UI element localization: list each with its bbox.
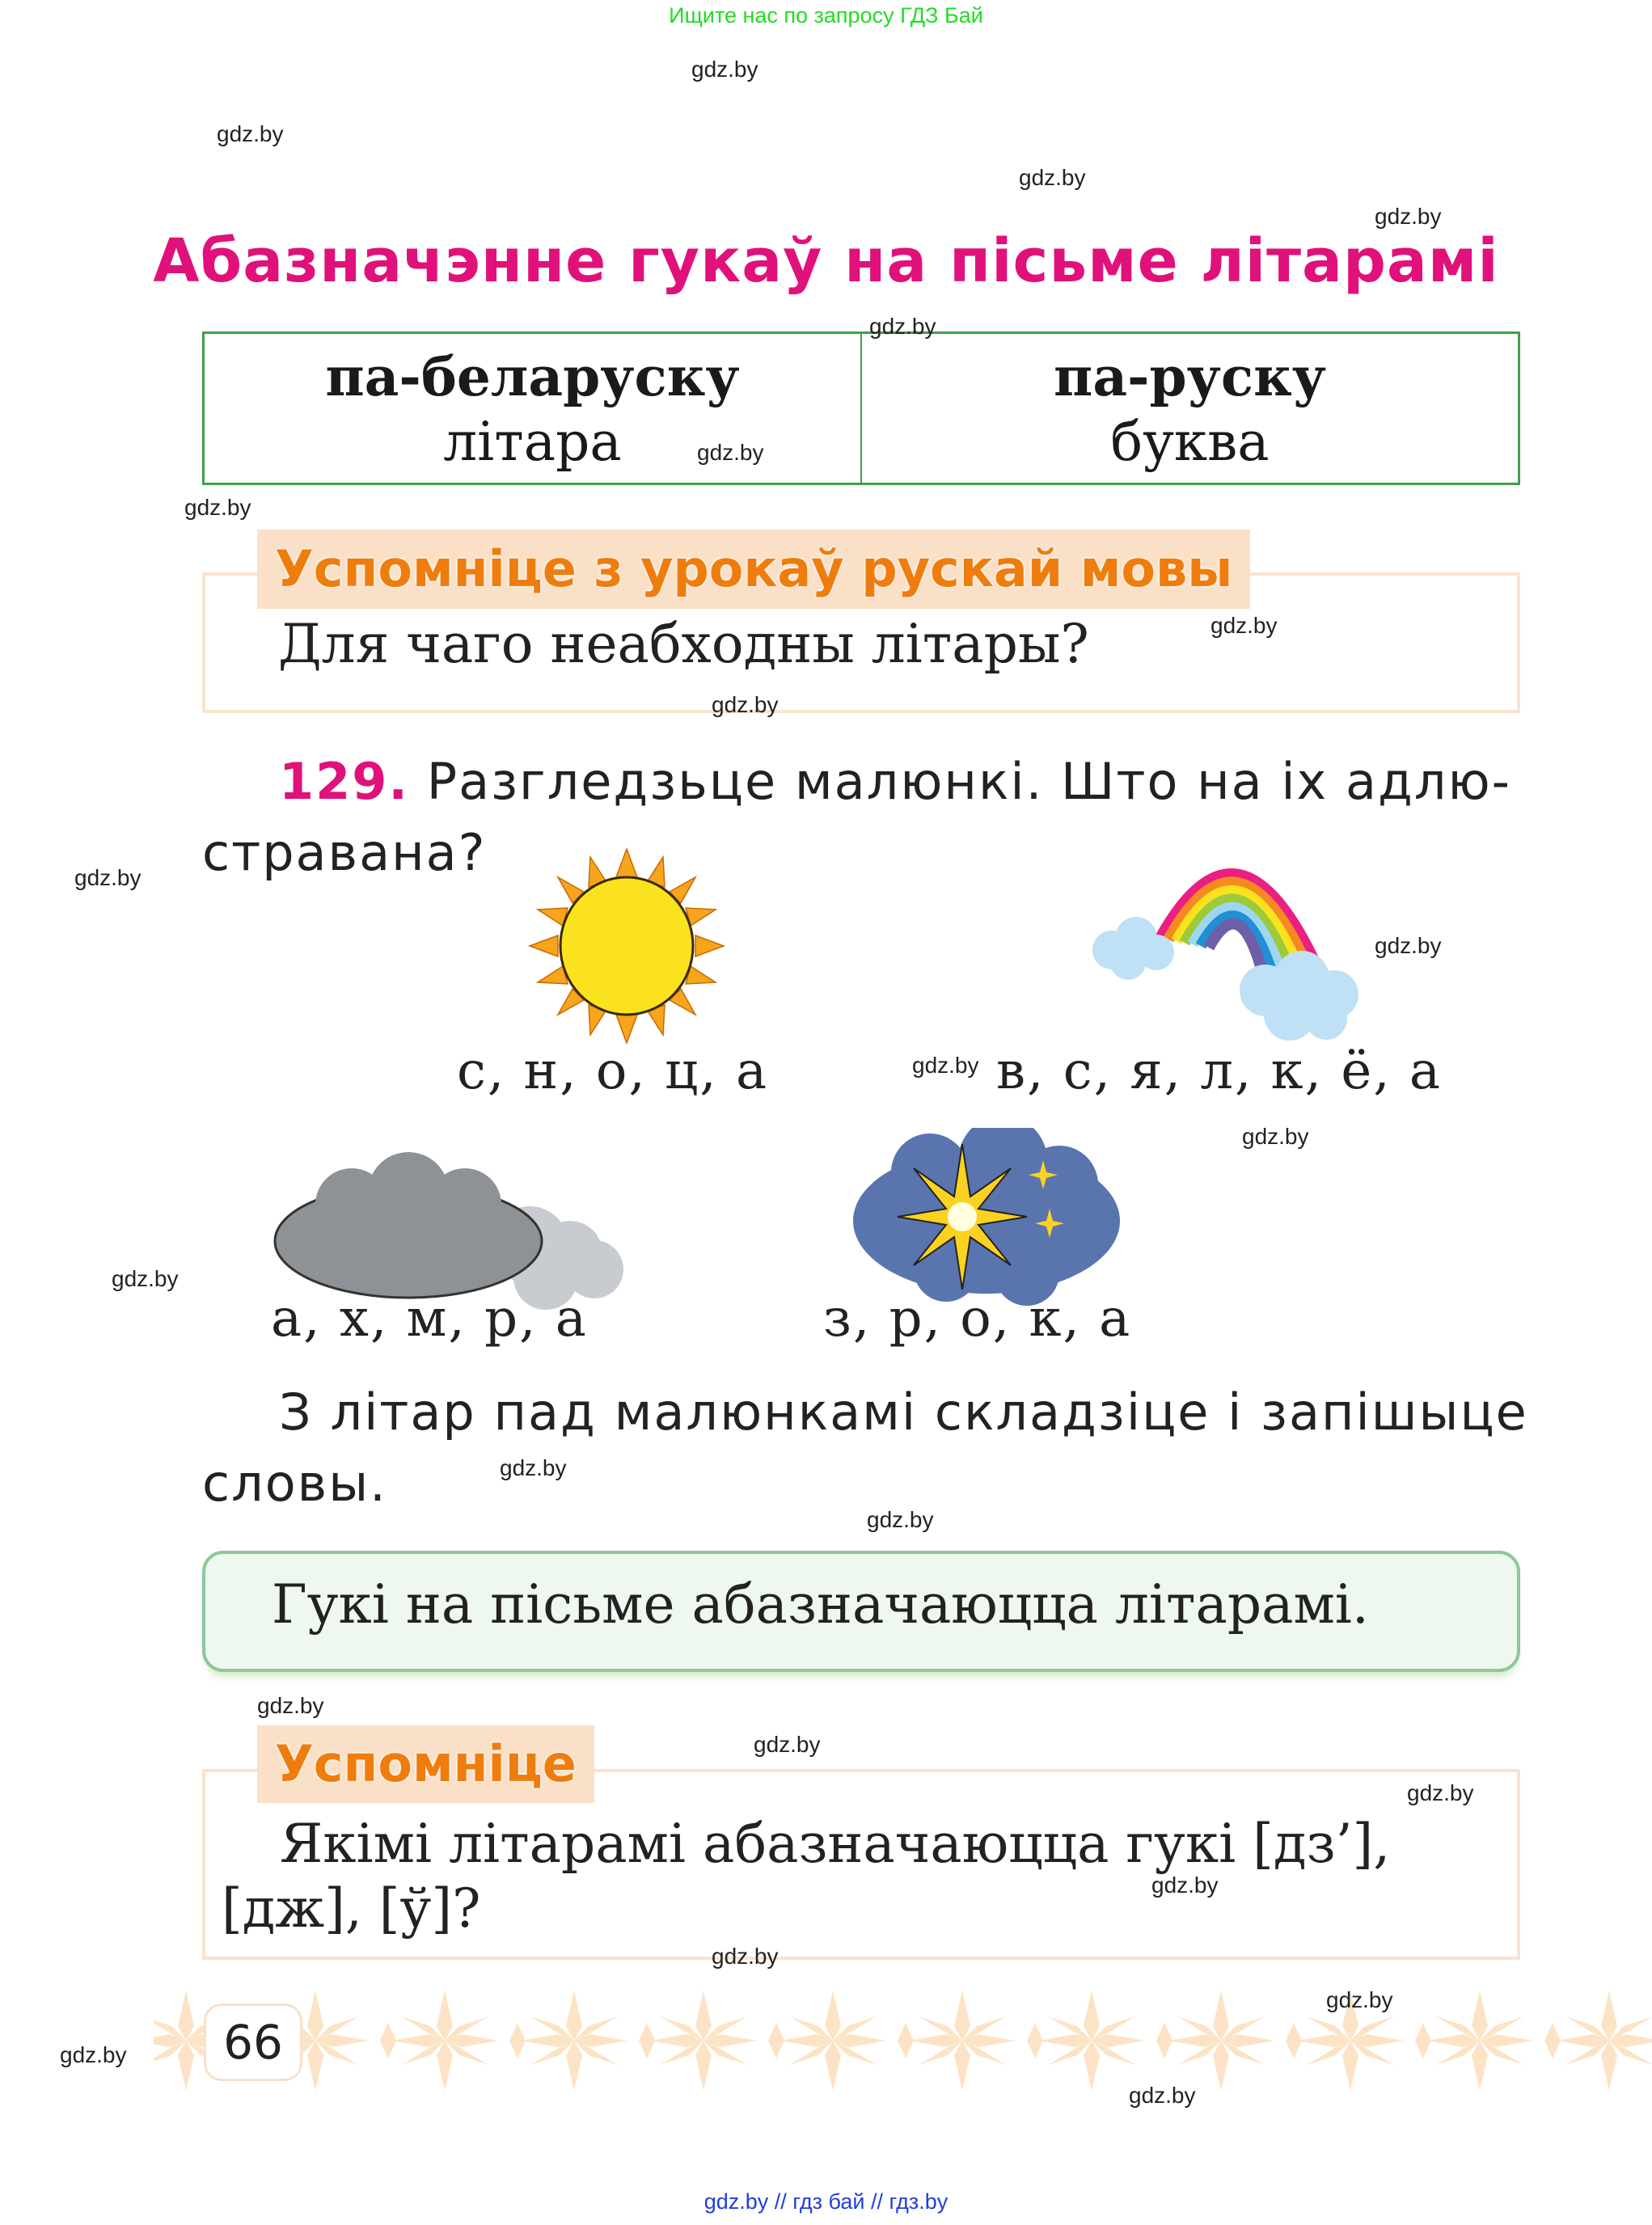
cloud-icon <box>271 1148 635 1310</box>
watermark: gdz.by <box>1151 1872 1219 1898</box>
russian-word: буква <box>1110 411 1270 473</box>
watermark: gdz.by <box>500 1455 567 1480</box>
watermark: gdz.by <box>217 121 284 146</box>
watermark: gdz.by <box>1129 2083 1196 2108</box>
watermark: gdz.by <box>184 495 251 520</box>
sun-icon <box>526 845 728 1047</box>
rule-text: Гукі на пісьме абазначаюцца літарамі. <box>272 1573 1369 1636</box>
cloud-letters: а, х, м, р, а <box>271 1289 588 1349</box>
page-title: Абазначэнне гукаў на пісьме літарамі <box>153 226 1499 296</box>
belarusian-word: літара <box>443 411 622 473</box>
watermark: gdz.by <box>697 440 764 465</box>
belarusian-header: па-беларуску <box>325 345 740 408</box>
exercise-prompt-line2: стравана? <box>202 823 487 882</box>
watermark: gdz.by <box>60 2042 127 2067</box>
exercise-number: 129. <box>279 752 409 811</box>
recall-question-line2: [дж], [ў]? <box>222 1877 481 1940</box>
watermark: gdz.by <box>869 314 936 339</box>
exercise-prompt-line1: Разгледзьце малюнкі. Што на іх адлю- <box>426 752 1512 811</box>
recall-tag-russian: Успомніце з урокаў рускай мовы <box>257 530 1250 609</box>
recall-question: Для чаго неабходны літары? <box>278 613 1089 675</box>
bottom-banner[interactable]: gdz.by // гдз бай // гдз.by <box>703 2189 949 2214</box>
watermark: gdz.by <box>74 865 142 890</box>
watermark: gdz.by <box>1242 1124 1309 1149</box>
rule-box <box>202 1551 1520 1672</box>
star-letters: з, р, о, к, а <box>823 1289 1132 1349</box>
recall-tag: Успомніце <box>257 1725 594 1803</box>
task-line1: З літар пад малюнкамі складзіце і запішыце <box>279 1383 1528 1442</box>
watermark: gdz.by <box>1210 613 1278 638</box>
watermark: gdz.by <box>912 1053 979 1078</box>
watermark: gdz.by <box>112 1266 179 1291</box>
watermark: gdz.by <box>754 1732 821 1757</box>
rainbow-icon <box>1080 841 1419 1043</box>
language-table <box>202 331 1520 485</box>
sun-letters: с, н, о, ц, а <box>457 1041 769 1101</box>
ornament-border <box>154 1991 1652 2091</box>
rainbow-letters: в, с, я, л, к, ё, а <box>996 1041 1443 1101</box>
recall-question-line1: Якімі літарамі абазначаюцца гукі [дз’], <box>280 1813 1391 1875</box>
exercise-prompt <box>279 752 1511 811</box>
night-star-icon <box>849 1128 1132 1306</box>
top-banner[interactable]: Ищите нас по запросу ГДЗ Бай <box>669 3 983 27</box>
page-number: 66 <box>204 2003 302 2081</box>
watermark: gdz.by <box>1326 1987 1393 2012</box>
watermark: gdz.by <box>257 1693 324 1718</box>
watermark: gdz.by <box>1019 165 1086 190</box>
watermark: gdz.by <box>867 1507 934 1532</box>
watermark: gdz.by <box>1375 204 1442 229</box>
russian-header: па-руску <box>1054 345 1326 408</box>
russian-cell <box>860 334 1518 483</box>
watermark: gdz.by <box>1375 933 1442 958</box>
task-line2: словы. <box>202 1454 387 1513</box>
watermark: gdz.by <box>1407 1780 1474 1805</box>
watermark: gdz.by <box>691 57 758 82</box>
watermark: gdz.by <box>712 1944 779 1969</box>
watermark: gdz.by <box>712 692 779 717</box>
